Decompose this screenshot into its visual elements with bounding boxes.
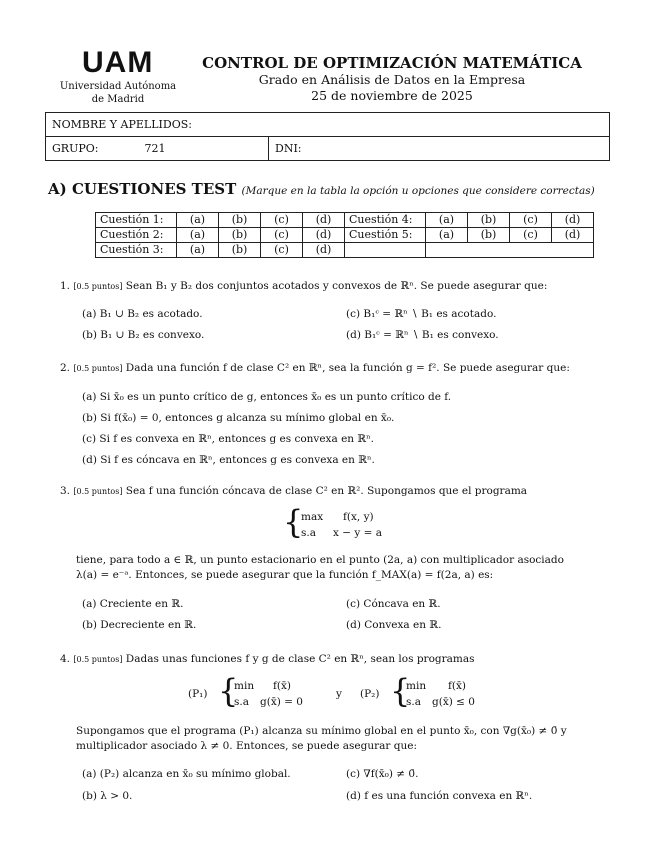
question-4-label: Cuestión 4: [345, 213, 426, 228]
q3-option-a: (a) Creciente en ℝ. [82, 598, 184, 610]
answer-option-c[interactable]: (c) [261, 243, 303, 258]
p2-min: min [406, 680, 427, 692]
program-name: Grado en Análisis de Datos en la Empresa [258, 72, 526, 87]
q2-option-c: (c) Si f es convexa en ℝⁿ, entonces g es convexa en ℝⁿ. [82, 433, 375, 445]
answer-option-a[interactable]: (a) [177, 243, 219, 258]
university-name [48, 80, 188, 106]
question-1 [60, 279, 605, 294]
program-max: max [301, 511, 324, 523]
q4-option-d: (d) f es una función convexa en ℝⁿ. [346, 790, 533, 802]
p1-label: (P₁) [188, 688, 208, 700]
answer-option-b[interactable]: (b) [468, 213, 510, 228]
left-brace: { [283, 503, 304, 541]
answer-row [96, 228, 594, 243]
question-2-label: Cuestión 2: [96, 228, 177, 243]
question-4 [60, 652, 605, 667]
student-info-box [45, 112, 610, 161]
q4-text-line-2: multiplicador asociado λ ≠ 0. Entonces, se puede asegurar que: [76, 740, 417, 752]
left-brace: { [390, 672, 411, 710]
question-5-label: Cuestión 5: [345, 228, 426, 243]
group-value: 721 [144, 142, 166, 155]
q1-option-a: (a) B₁ ∪ B₂ es acotado. [82, 308, 203, 320]
question-points: [0.5 puntos] [73, 487, 123, 496]
answer-option-c[interactable]: (c) [261, 213, 303, 228]
q4-text-line-1: Supongamos que el programa (P₁) alcanza su mínimo global en el punto x̄₀, con ∇g(x̄₀) ≠ 0̄ y [76, 725, 567, 737]
answer-table [95, 212, 594, 258]
group-label: GRUPO: [52, 142, 99, 155]
empty-cell [345, 243, 426, 258]
dni-cell [269, 137, 302, 160]
answer-option-d[interactable]: (d) [552, 213, 594, 228]
question-2 [60, 361, 605, 376]
answer-option-d[interactable]: (d) [552, 228, 594, 243]
q4-option-a: (a) (P₂) alcanza en x̄₀ su mínimo global. [82, 768, 291, 780]
q2-option-d: (d) Si f es cóncava en ℝⁿ, entonces g es convexa en ℝⁿ. [82, 454, 375, 466]
empty-cell [426, 243, 594, 258]
section-title: A) CUESTIONES TEST [48, 180, 237, 198]
question-1-label: Cuestión 1: [96, 213, 177, 228]
answer-option-b[interactable]: (b) [219, 213, 261, 228]
university-line-1: Universidad Autónoma [59, 81, 177, 92]
exam-subtitle [192, 72, 592, 104]
program-constraint: x − y = a [333, 527, 383, 539]
q3-option-c: (c) Cóncava en ℝ. [346, 598, 441, 610]
section-heading [48, 180, 595, 198]
question-number: 2. [60, 362, 71, 374]
university-logo: UAM [82, 46, 154, 79]
p2-objective: f(x̄) [448, 680, 467, 692]
answer-option-d[interactable]: (d) [303, 213, 345, 228]
q4-and: y [336, 688, 342, 700]
q2-option-b: (b) Si f(x̄₀) = 0, entonces g alcanza su mínimo global en x̄₀. [82, 412, 395, 424]
name-label: NOMBRE Y APELLIDOS: [52, 118, 192, 131]
group-dni-row [46, 137, 609, 160]
answer-row [96, 213, 594, 228]
answer-option-d[interactable]: (d) [303, 243, 345, 258]
p2-constraint: g(x̄) ≤ 0 [432, 696, 475, 708]
question-text: Sea f una función cóncava de clase C² en ℝ². Supongamos que el programa [125, 485, 528, 497]
program-sa: s.a [301, 527, 316, 539]
p2-label: (P₂) [360, 688, 380, 700]
question-text: Sean B₁ y B₂ dos conjuntos acotados y convexos de ℝⁿ. Se puede asegurar que: [125, 280, 548, 292]
q4-option-b: (b) λ > 0. [82, 790, 133, 802]
dni-label: DNI: [275, 142, 302, 155]
program-objective: f(x, y) [343, 511, 374, 523]
question-text: Dada una función f de clase C² en ℝⁿ, sea la función g = f². Se puede asegurar que: [125, 362, 570, 374]
question-points: [0.5 puntos] [73, 364, 123, 373]
question-3-label: Cuestión 3: [96, 243, 177, 258]
university-line-2: de Madrid [91, 94, 145, 105]
p1-constraint: g(x̄) = 0 [260, 696, 303, 708]
q3-option-d: (d) Convexa en ℝ. [346, 619, 442, 631]
answer-option-b[interactable]: (b) [219, 228, 261, 243]
p2-sa: s.a [406, 696, 421, 708]
question-points: [0.5 puntos] [73, 282, 123, 291]
answer-row [96, 243, 594, 258]
answer-option-a[interactable]: (a) [177, 213, 219, 228]
group-cell [46, 137, 269, 160]
answer-option-b[interactable]: (b) [468, 228, 510, 243]
question-3 [60, 484, 605, 499]
q3-text-line-2: λ(a) = e⁻ᵃ. Entonces, se puede asegurar que la función f_MAX(a) = f(2a, a) es: [76, 569, 494, 581]
q1-option-c: (c) B₁ᶜ = ℝⁿ ∖ B₁ es acotado. [346, 308, 497, 320]
question-text: Dadas unas funciones f y g de clase C² en ℝⁿ, sean los programas [125, 653, 475, 665]
q3-option-b: (b) Decreciente en ℝ. [82, 619, 197, 631]
answer-option-d[interactable]: (d) [303, 228, 345, 243]
left-brace: { [218, 672, 239, 710]
q3-continuation [76, 553, 606, 583]
answer-option-b[interactable]: (b) [219, 243, 261, 258]
answer-option-c[interactable]: (c) [510, 213, 552, 228]
p1-objective: f(x̄) [273, 680, 292, 692]
answer-option-c[interactable]: (c) [261, 228, 303, 243]
section-instruction: (Marque en la tabla la opción u opciones que considere correctas) [241, 185, 595, 197]
question-points: [0.5 puntos] [73, 655, 123, 664]
question-number: 1. [60, 280, 71, 292]
question-number: 3. [60, 485, 71, 497]
p1-sa: s.a [234, 696, 249, 708]
q3-text-line-1: tiene, para todo a ∈ ℝ, un punto estacionario en el punto (2a, a) con multiplicador asociado [76, 554, 564, 566]
q4-continuation [76, 724, 606, 754]
p1-min: min [234, 680, 255, 692]
name-row [46, 113, 609, 137]
exam-title: CONTROL DE OPTIMIZACIÓN MATEMÁTICA [202, 54, 582, 72]
answer-option-a[interactable]: (a) [426, 213, 468, 228]
q2-option-a: (a) Si x̄₀ es un punto crítico de g, entonces x̄₀ es un punto crítico de f. [82, 391, 452, 403]
answer-option-a[interactable]: (a) [426, 228, 468, 243]
answer-option-c[interactable]: (c) [510, 228, 552, 243]
question-number: 4. [60, 653, 71, 665]
answer-option-a[interactable]: (a) [177, 228, 219, 243]
q1-option-b: (b) B₁ ∪ B₂ es convexo. [82, 329, 205, 341]
q1-option-d: (d) B₁ᶜ = ℝⁿ ∖ B₁ es convexo. [346, 329, 499, 341]
exam-date: 25 de noviembre de 2025 [311, 88, 473, 103]
q4-option-c: (c) ∇f(x̄₀) ≠ 0̄. [346, 768, 419, 780]
